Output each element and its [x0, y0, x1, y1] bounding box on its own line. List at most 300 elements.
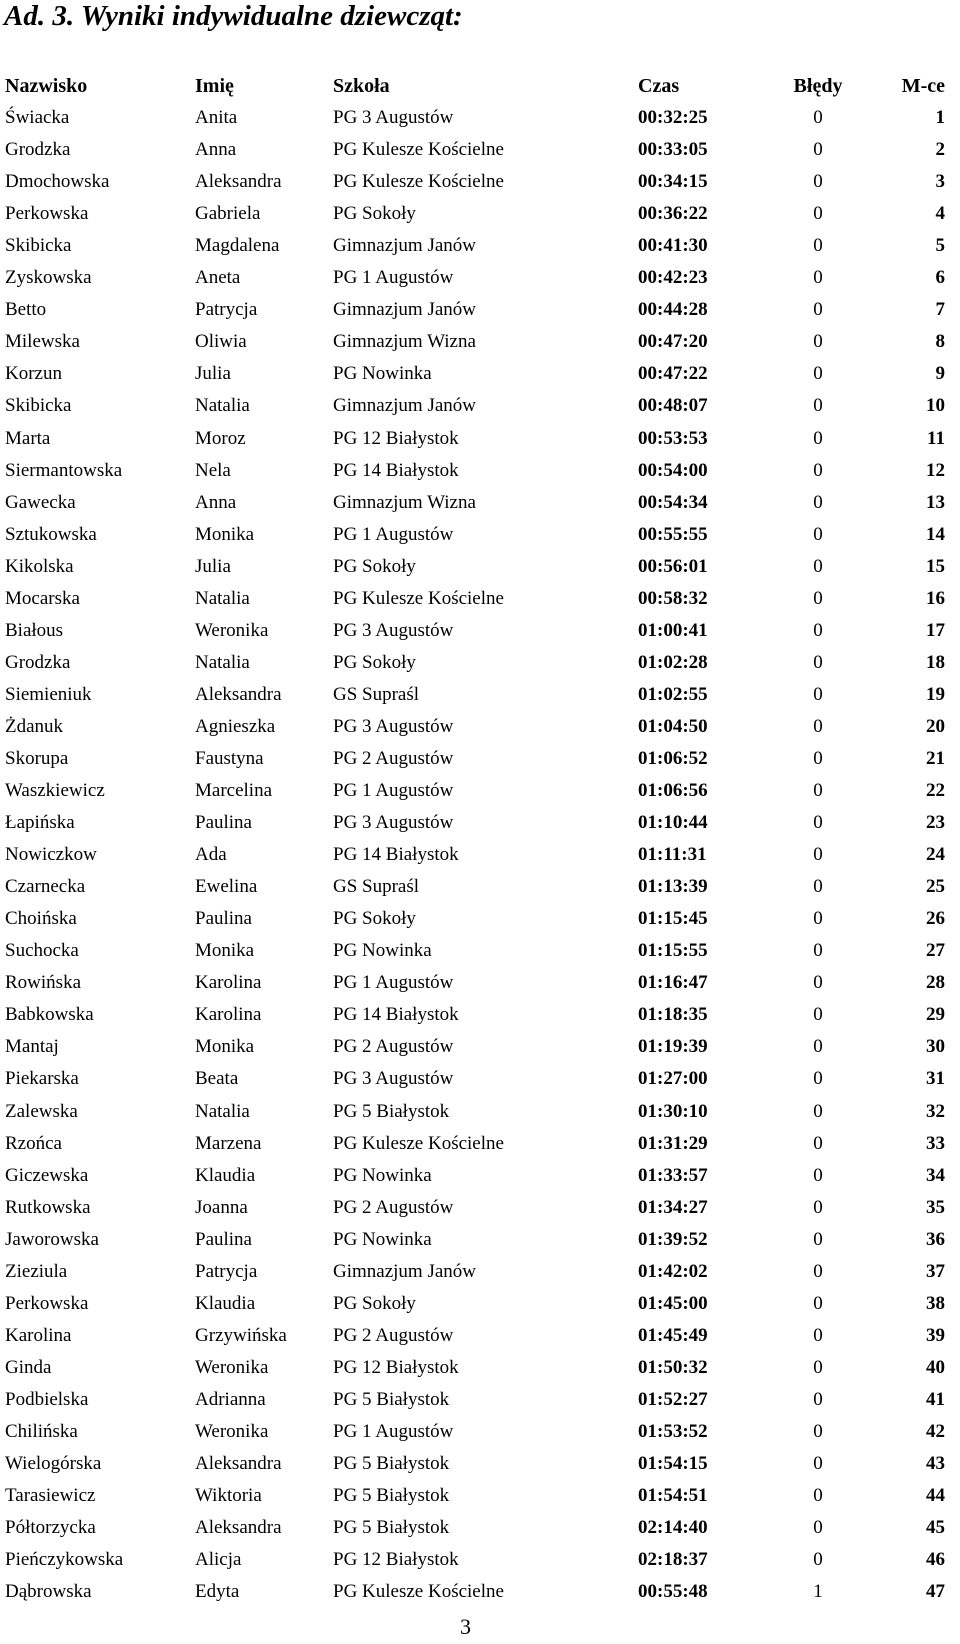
cell-school: PG Kulesze Kościelne [333, 171, 504, 193]
cell-school: PG 5 Białystok [333, 1100, 450, 1122]
table-row [5, 390, 945, 422]
cell-name: Moroz [195, 427, 246, 449]
page-number: 3 [460, 1614, 471, 1639]
cell-place: 26 [926, 908, 945, 930]
cell-school: PG 14 Białystok [333, 1004, 459, 1026]
cell-name: Natalia [195, 587, 250, 609]
cell-time: 02:14:40 [638, 1517, 708, 1539]
cell-surname: Siemieniuk [5, 683, 92, 705]
cell-name: Nela [195, 459, 231, 481]
cell-errors: 0 [813, 267, 823, 289]
cell-school: Gimnazjum Janów [333, 235, 477, 257]
cell-surname: Jaworowska [5, 1228, 99, 1250]
cell-surname: Korzun [5, 363, 62, 385]
cell-time: 00:34:15 [638, 171, 708, 193]
cell-surname: Betto [5, 299, 47, 321]
cell-errors: 0 [813, 972, 823, 994]
cell-errors: 0 [813, 363, 823, 385]
cell-surname: Giczewska [5, 1164, 89, 1186]
cell-time: 01:13:39 [638, 876, 708, 898]
cell-time: 02:18:37 [638, 1549, 708, 1571]
table-row [5, 1160, 945, 1192]
cell-surname: Nowiczkow [5, 844, 97, 866]
cell-errors: 0 [813, 203, 823, 225]
cell-name: Natalia [195, 651, 250, 673]
cell-name: Marcelina [195, 780, 273, 802]
document-title: Ad. 3. Wyniki indywidualne dziewcząt: [4, 0, 463, 32]
cell-school: PG Nowinka [333, 1164, 432, 1186]
cell-school: GS Supraśl [333, 683, 420, 705]
cell-name: Monika [195, 1036, 255, 1058]
cell-school: Gimnazjum Wizna [333, 491, 476, 513]
cell-surname: Grodzka [5, 651, 71, 673]
table-row [5, 230, 945, 262]
table-row [5, 1512, 945, 1544]
header-time: Czas [638, 74, 680, 97]
cell-school: PG Sokoły [333, 651, 416, 673]
cell-school: PG Nowinka [333, 940, 432, 962]
cell-name: Natalia [195, 395, 250, 417]
cell-name: Marzena [195, 1132, 262, 1154]
cell-surname: Rutkowska [5, 1196, 91, 1218]
table-row [5, 935, 945, 967]
cell-place: 32 [926, 1100, 945, 1122]
table-row [5, 1288, 945, 1320]
cell-place: 1 [935, 107, 945, 129]
cell-errors: 0 [813, 427, 823, 449]
cell-time: 01:54:15 [638, 1453, 708, 1475]
cell-name: Anna [195, 139, 237, 161]
cell-errors: 0 [813, 1036, 823, 1058]
cell-school: PG 1 Augustów [333, 267, 454, 289]
cell-school: PG Sokoły [333, 1292, 416, 1314]
cell-surname: Kikolska [5, 555, 74, 577]
cell-place: 27 [926, 940, 945, 962]
table-row [5, 1544, 945, 1576]
cell-errors: 0 [813, 1549, 823, 1571]
header-errors: Błędy [793, 74, 843, 97]
table-header-row [5, 70, 945, 102]
cell-name: Aleksandra [195, 683, 282, 705]
cell-time: 00:33:05 [638, 139, 708, 161]
cell-time: 00:48:07 [638, 395, 708, 417]
cell-school: Gimnazjum Janów [333, 1260, 477, 1282]
cell-surname: Wielogórska [5, 1453, 102, 1475]
cell-errors: 0 [813, 780, 823, 802]
cell-surname: Marta [5, 427, 51, 449]
cell-place: 21 [926, 748, 945, 769]
cell-place: 4 [935, 203, 945, 225]
cell-time: 00:41:30 [638, 235, 708, 257]
table-row [5, 1128, 945, 1160]
cell-place: 11 [927, 427, 945, 449]
cell-school: PG 2 Augustów [333, 1036, 454, 1058]
cell-time: 01:02:28 [638, 651, 708, 673]
cell-school: PG Nowinka [333, 363, 432, 385]
cell-errors: 0 [813, 1453, 823, 1475]
cell-school: PG 12 Białystok [333, 1356, 459, 1378]
cell-surname: Tarasiewicz [5, 1485, 96, 1507]
cell-errors: 0 [813, 1132, 823, 1154]
cell-name: Magdalena [195, 235, 280, 257]
table-row [5, 839, 945, 871]
cell-time: 01:11:31 [638, 844, 707, 866]
cell-time: 01:15:55 [638, 940, 708, 962]
table-row [5, 166, 945, 198]
cell-errors: 0 [813, 331, 823, 353]
cell-errors: 1 [813, 1581, 823, 1603]
cell-place: 23 [926, 812, 945, 834]
cell-errors: 0 [813, 1388, 823, 1410]
cell-place: 39 [926, 1324, 945, 1346]
cell-time: 00:54:00 [638, 459, 708, 481]
cell-errors: 0 [813, 1068, 823, 1090]
cell-errors: 0 [813, 107, 823, 129]
cell-name: Alicja [195, 1549, 242, 1571]
cell-school: PG 14 Białystok [333, 844, 459, 866]
cell-school: PG 1 Augustów [333, 1420, 454, 1442]
cell-name: Aleksandra [195, 1453, 282, 1475]
table-row [5, 743, 945, 775]
cell-school: PG 12 Białystok [333, 427, 459, 449]
cell-school: PG 14 Białystok [333, 459, 459, 481]
table-row [5, 1384, 945, 1416]
table-row [5, 1576, 945, 1608]
cell-school: PG 5 Białystok [333, 1388, 450, 1410]
cell-surname: Rzońca [5, 1132, 62, 1154]
cell-school: PG 3 Augustów [333, 1068, 454, 1090]
cell-name: Weronika [195, 1356, 269, 1378]
cell-surname: Podbielska [5, 1388, 89, 1410]
cell-name: Adrianna [195, 1388, 266, 1410]
header-place: M-ce [901, 74, 945, 97]
table-row [5, 1256, 945, 1288]
table-row [5, 423, 945, 455]
cell-place: 33 [926, 1132, 945, 1154]
cell-errors: 0 [813, 1004, 823, 1026]
cell-time: 01:04:50 [638, 715, 708, 737]
cell-place: 29 [926, 1004, 945, 1026]
cell-surname: Dmochowska [5, 171, 110, 193]
table-row [5, 967, 945, 999]
cell-place: 20 [926, 715, 945, 737]
cell-surname: Dąbrowska [5, 1581, 92, 1603]
cell-school: PG Sokoły [333, 555, 416, 577]
table-row [5, 1031, 945, 1063]
cell-time: 01:34:27 [638, 1196, 708, 1218]
cell-place: 17 [926, 619, 945, 641]
table-row [5, 775, 945, 807]
cell-name: Klaudia [195, 1164, 256, 1186]
cell-time: 01:31:29 [638, 1132, 708, 1154]
cell-surname: Świacka [5, 107, 70, 129]
cell-place: 42 [926, 1420, 945, 1442]
cell-surname: Zieziula [5, 1260, 68, 1282]
table-row [5, 1192, 945, 1224]
cell-surname: Mantaj [5, 1036, 59, 1058]
cell-errors: 0 [813, 523, 823, 545]
cell-name: Oliwia [195, 331, 247, 353]
cell-school: Gimnazjum Janów [333, 395, 477, 417]
cell-name: Julia [195, 555, 231, 577]
cell-school: PG 3 Augustów [333, 812, 454, 834]
cell-errors: 0 [813, 748, 823, 769]
cell-name: Faustyna [195, 748, 264, 769]
table-row [5, 679, 945, 711]
cell-place: 19 [926, 683, 945, 705]
cell-name: Klaudia [195, 1292, 256, 1314]
table-row [5, 1320, 945, 1352]
header-name: Imię [195, 74, 234, 97]
cell-errors: 0 [813, 844, 823, 866]
cell-name: Ada [195, 844, 227, 866]
cell-name: Edyta [195, 1581, 240, 1603]
cell-errors: 0 [813, 1196, 823, 1218]
table-row [5, 1224, 945, 1256]
results-table [5, 70, 945, 1608]
cell-name: Anna [195, 491, 237, 513]
cell-surname: Mocarska [5, 587, 80, 609]
cell-errors: 0 [813, 651, 823, 673]
cell-errors: 0 [813, 812, 823, 834]
cell-time: 01:10:44 [638, 812, 708, 834]
cell-name: Julia [195, 363, 231, 385]
cell-time: 01:18:35 [638, 1004, 708, 1026]
cell-school: PG 5 Białystok [333, 1517, 450, 1539]
cell-surname: Żdanuk [5, 715, 64, 737]
cell-errors: 0 [813, 876, 823, 898]
cell-time: 01:00:41 [638, 619, 708, 641]
cell-name: Agnieszka [195, 715, 276, 737]
cell-surname: Grodzka [5, 139, 71, 161]
cell-time: 01:39:52 [638, 1228, 708, 1250]
table-row [5, 807, 945, 839]
cell-time: 00:44:28 [638, 299, 708, 321]
table-row [5, 999, 945, 1031]
cell-place: 6 [935, 267, 945, 289]
cell-name: Anita [195, 107, 238, 129]
cell-school: PG Kulesze Kościelne [333, 1581, 504, 1603]
cell-time: 01:42:02 [638, 1260, 708, 1282]
cell-errors: 0 [813, 619, 823, 641]
cell-time: 01:16:47 [638, 972, 708, 994]
cell-time: 01:45:00 [638, 1292, 708, 1314]
cell-time: 01:50:32 [638, 1356, 708, 1378]
cell-school: PG 1 Augustów [333, 780, 454, 802]
cell-place: 22 [926, 780, 945, 802]
cell-place: 13 [926, 491, 945, 513]
cell-errors: 0 [813, 1485, 823, 1507]
cell-surname: Skorupa [5, 748, 69, 769]
cell-surname: Chilińska [5, 1420, 78, 1442]
cell-surname: Sztukowska [5, 523, 97, 545]
cell-name: Aleksandra [195, 171, 282, 193]
cell-place: 2 [935, 139, 945, 161]
cell-place: 16 [926, 587, 945, 609]
cell-name: Weronika [195, 619, 269, 641]
cell-time: 01:54:51 [638, 1485, 708, 1507]
cell-surname: Łapińska [5, 812, 75, 834]
table-row [5, 903, 945, 935]
cell-errors: 0 [813, 1517, 823, 1539]
cell-place: 46 [926, 1549, 945, 1571]
cell-place: 36 [926, 1228, 945, 1250]
cell-time: 00:58:32 [638, 587, 708, 609]
cell-school: PG 3 Augustów [333, 619, 454, 641]
table-row [5, 615, 945, 647]
cell-name: Paulina [195, 1228, 252, 1250]
table-row [5, 1096, 945, 1128]
cell-errors: 0 [813, 299, 823, 321]
cell-place: 18 [926, 651, 945, 673]
cell-surname: Ginda [5, 1356, 52, 1378]
cell-time: 01:53:52 [638, 1420, 708, 1442]
cell-place: 40 [926, 1356, 945, 1378]
table-row [5, 455, 945, 487]
cell-errors: 0 [813, 1324, 823, 1346]
cell-name: Monika [195, 940, 255, 962]
cell-time: 01:19:39 [638, 1036, 708, 1058]
cell-place: 44 [926, 1485, 945, 1507]
cell-surname: Skibicka [5, 395, 72, 417]
cell-surname: Skibicka [5, 235, 72, 257]
table-row [5, 1416, 945, 1448]
cell-school: PG 1 Augustów [333, 972, 454, 994]
cell-surname: Babkowska [5, 1004, 94, 1026]
table-row [5, 551, 945, 583]
cell-school: PG Kulesze Kościelne [333, 1132, 504, 1154]
cell-surname: Zalewska [5, 1100, 78, 1122]
cell-time: 00:56:01 [638, 555, 708, 577]
table-row [5, 487, 945, 519]
cell-place: 15 [926, 555, 945, 577]
cell-place: 47 [926, 1581, 945, 1603]
cell-name: Monika [195, 523, 255, 545]
cell-school: Gimnazjum Janów [333, 299, 477, 321]
cell-school: PG 2 Augustów [333, 748, 454, 769]
cell-time: 00:53:53 [638, 427, 708, 449]
cell-errors: 0 [813, 1356, 823, 1378]
cell-school: PG 3 Augustów [333, 107, 454, 129]
cell-place: 41 [926, 1388, 945, 1410]
table-row [5, 519, 945, 551]
cell-name: Aneta [195, 267, 241, 289]
cell-place: 34 [926, 1164, 945, 1186]
cell-place: 45 [926, 1517, 945, 1539]
table-row [5, 134, 945, 166]
cell-place: 8 [935, 331, 945, 353]
cell-surname: Czarnecka [5, 876, 86, 898]
cell-name: Joanna [195, 1196, 248, 1218]
cell-time: 01:45:49 [638, 1324, 708, 1346]
cell-name: Natalia [195, 1100, 250, 1122]
cell-surname: Siermantowska [5, 459, 123, 481]
cell-place: 35 [926, 1196, 945, 1218]
cell-time: 01:33:57 [638, 1164, 708, 1186]
cell-name: Ewelina [195, 876, 258, 898]
table-row [5, 102, 945, 134]
table-row [5, 198, 945, 230]
cell-errors: 0 [813, 587, 823, 609]
cell-errors: 0 [813, 171, 823, 193]
table-row [5, 583, 945, 615]
cell-place: 9 [935, 363, 945, 385]
cell-errors: 0 [813, 395, 823, 417]
cell-errors: 0 [813, 555, 823, 577]
cell-errors: 0 [813, 235, 823, 257]
cell-school: PG Sokoły [333, 908, 416, 930]
cell-name: Weronika [195, 1420, 269, 1442]
cell-name: Wiktoria [195, 1485, 262, 1507]
cell-school: PG Kulesze Kościelne [333, 587, 504, 609]
cell-time: 00:54:34 [638, 491, 708, 513]
cell-place: 30 [926, 1036, 945, 1058]
cell-place: 31 [926, 1068, 945, 1090]
cell-time: 01:02:55 [638, 683, 708, 705]
cell-school: PG 1 Augustów [333, 523, 454, 545]
cell-surname: Perkowska [5, 1292, 89, 1314]
cell-name: Aleksandra [195, 1517, 282, 1539]
cell-place: 12 [926, 459, 945, 481]
cell-school: Gimnazjum Wizna [333, 331, 476, 353]
cell-place: 28 [926, 972, 945, 994]
cell-place: 7 [935, 299, 945, 321]
cell-errors: 0 [813, 1420, 823, 1442]
cell-time: 00:55:48 [638, 1581, 708, 1603]
cell-time: 00:32:25 [638, 107, 708, 129]
cell-surname: Zyskowska [5, 267, 92, 289]
table-row [5, 294, 945, 326]
cell-time: 00:42:23 [638, 267, 708, 289]
table-row [5, 1448, 945, 1480]
cell-name: Gabriela [195, 203, 261, 225]
cell-surname: Perkowska [5, 203, 89, 225]
cell-name: Beata [195, 1068, 239, 1090]
table-row [5, 647, 945, 679]
cell-errors: 0 [813, 1292, 823, 1314]
cell-time: 01:30:10 [638, 1100, 708, 1122]
cell-surname: Choińska [5, 908, 77, 930]
table-row [5, 1063, 945, 1095]
table-row [5, 358, 945, 390]
cell-name: Paulina [195, 908, 252, 930]
cell-surname: Waszkiewicz [5, 780, 105, 802]
cell-school: PG Nowinka [333, 1228, 432, 1250]
cell-errors: 0 [813, 1100, 823, 1122]
cell-place: 43 [926, 1453, 945, 1475]
cell-name: Karolina [195, 972, 262, 994]
header-surname: Nazwisko [5, 74, 88, 97]
table-row [5, 711, 945, 743]
cell-surname: Suchocka [5, 940, 79, 962]
cell-school: PG 5 Białystok [333, 1453, 450, 1475]
cell-name: Paulina [195, 812, 252, 834]
table-row [5, 1480, 945, 1512]
cell-errors: 0 [813, 683, 823, 705]
cell-time: 00:36:22 [638, 203, 708, 225]
table-row [5, 1352, 945, 1384]
cell-name: Karolina [195, 1004, 262, 1026]
cell-place: 24 [926, 844, 945, 866]
cell-time: 01:15:45 [638, 908, 708, 930]
cell-place: 14 [926, 523, 945, 545]
header-school: Szkoła [333, 74, 390, 97]
cell-time: 01:27:00 [638, 1068, 708, 1090]
cell-errors: 0 [813, 459, 823, 481]
cell-surname: Karolina [5, 1324, 72, 1346]
cell-school: PG 12 Białystok [333, 1549, 459, 1571]
table-row [5, 262, 945, 294]
